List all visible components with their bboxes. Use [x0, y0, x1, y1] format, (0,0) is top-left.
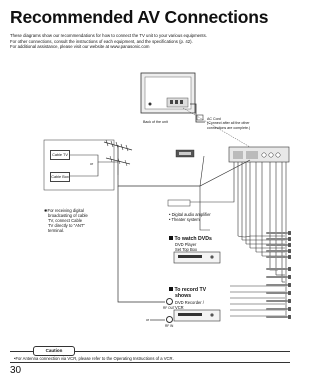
page-number: 30	[10, 365, 22, 376]
bottom-divider	[10, 362, 290, 363]
audio-item: • Theater system	[169, 217, 200, 222]
ac-cord-label	[207, 117, 250, 130]
dvd-recorder-icon	[174, 310, 220, 321]
rf-in-jack-icon	[166, 316, 173, 323]
record-tv-heading: shows	[175, 293, 192, 299]
rf-in-label: RF IN	[165, 324, 174, 328]
antenna-icon	[104, 140, 132, 175]
note-line: broadcasting of cable	[48, 213, 88, 218]
watch-dvds-section	[169, 236, 212, 252]
digital-note	[44, 208, 88, 233]
square-bullet-icon	[169, 236, 173, 240]
note-line: ✺For receiving digital	[44, 208, 84, 213]
tv-back-panel	[141, 73, 195, 113]
back-of-unit-label: Back of the unit	[143, 120, 168, 124]
or-label: or	[90, 162, 94, 166]
intro-line: These diagrams show our recommendations for how to connect the TV unit to your various equipments.	[10, 33, 207, 38]
ac-cord-note: connections are complete.)	[207, 125, 251, 130]
watch-dvds-heading: To watch DVDs	[169, 236, 212, 242]
device-label: DVD Player	[175, 242, 197, 247]
audio-equipment-list	[169, 212, 211, 222]
ac-cord-title: AC Cord	[207, 117, 221, 121]
intro-line: For additional assistance, please visit our website at www.panasonic.com	[10, 44, 150, 50]
ac-cord-note: (Connect after all the other	[207, 121, 250, 126]
cable-tv-label: Cable TV	[50, 150, 70, 160]
intro-line: For other connections, consult the instructions of each equipment, and the specifications (p. 42).	[10, 38, 193, 44]
caution-text: •For Antenna connection via VCR, please refer to the Operating Instructions of a VCR.	[14, 356, 174, 361]
star-icon: ✺	[44, 208, 48, 213]
or-label: or	[146, 318, 150, 322]
audio-item: • Digital audio amplifier	[169, 212, 211, 217]
page-title: Recommended AV Connections	[10, 7, 269, 27]
device-label: Set Top Box	[175, 247, 197, 252]
note-line: TV directly to "ANT"	[48, 223, 85, 228]
dvd-player-icon	[174, 252, 220, 263]
device-label: DVD Recorder /	[175, 300, 204, 305]
caution-title: Caution	[33, 346, 75, 356]
note-line: terminal.	[48, 228, 65, 233]
rf-out-label: RF OUT	[163, 306, 175, 310]
rf-out-jack-icon	[166, 298, 173, 305]
record-tv-heading: To record TV	[169, 287, 206, 293]
cable-box-label: Cable Box	[50, 172, 70, 182]
note-line: TV, connect Cable	[48, 218, 83, 223]
device-label: VCR	[175, 305, 184, 310]
square-bullet-icon	[169, 287, 173, 291]
